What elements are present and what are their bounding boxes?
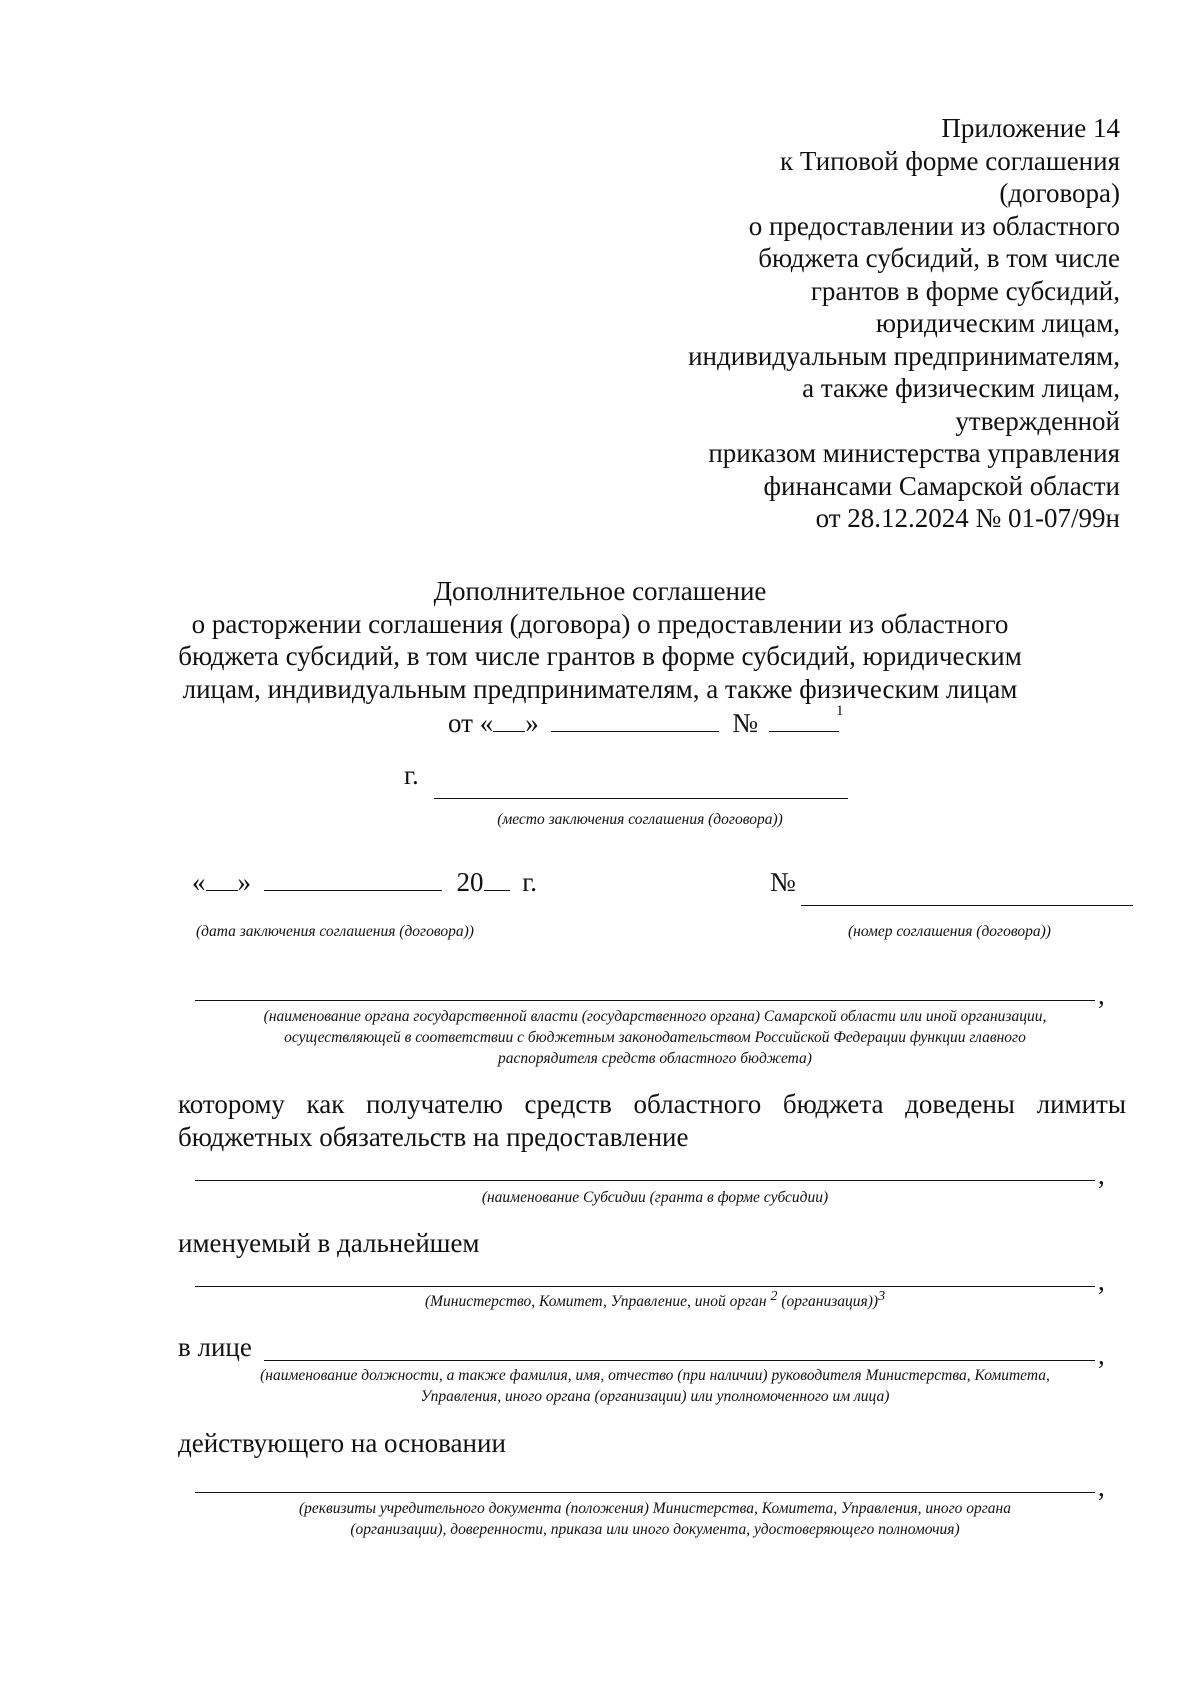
appendix-header — [600, 112, 1120, 535]
date-month-blank — [264, 870, 442, 891]
date-caption: (дата заключения соглашения (договора)) — [196, 923, 474, 940]
basis-caption-line: (реквизиты учредительного документа (положения) Министерства, Комитета, Управления, иного органа — [298, 1500, 1012, 1517]
date-day-blank — [206, 870, 238, 891]
date-year-suffix: г. — [522, 867, 538, 897]
appendix-line: о предоставлении из областного — [748, 210, 1120, 241]
appendix-line: (договора) — [999, 178, 1120, 208]
number-blank-line — [801, 905, 1133, 906]
hereinafter-caption-tail: (организация)) — [777, 1293, 879, 1310]
subsidy-comma: , — [1098, 1160, 1105, 1190]
basis-caption-line: (организации), доверенности, приказа или иного документа, удостоверяющего полномочия) — [350, 1521, 960, 1538]
appendix-line: грантов в форме субсидий, — [810, 275, 1120, 306]
appendix-line: от 28.12.2024 № 01-07/99н — [815, 503, 1120, 533]
person-caption-line: Управления, иного органа (организации) или уполномоченного им лица) — [420, 1388, 890, 1405]
footnote-mark: 2 — [770, 1288, 778, 1304]
basis-comma: , — [1098, 1472, 1105, 1502]
appendix-line: индивидуальным предпринимателям, — [688, 340, 1120, 371]
appendix-line: юридическим лицам, — [875, 308, 1120, 338]
hereinafter-caption-main: (Министерство, Комитет, Управление, иной орган — [424, 1293, 771, 1310]
place-prefix: г. — [404, 760, 419, 790]
place-caption: (место заключения соглашения (договора)) — [497, 811, 783, 828]
appendix-line: бюджета субсидий, в том числе — [758, 243, 1120, 273]
subsidy-caption: (наименование Субсидии (гранта в форме субсидии) — [481, 1189, 829, 1206]
person-comma: , — [1098, 1340, 1105, 1370]
title-number-blank — [769, 711, 839, 732]
hereinafter-caption — [190, 1288, 1120, 1312]
appendix-line: Приложение 14 — [941, 113, 1120, 143]
person-caption — [180, 1365, 1130, 1407]
document-title — [150, 575, 1050, 705]
appendix-line: финансами Самарской области — [763, 470, 1120, 501]
recipient-paragraph: которому как получателю средств областного бюджета доведены лимиты бюджетных обязательств на предоставление — [178, 1089, 1126, 1152]
subsidy-blank-line — [195, 1180, 1095, 1181]
title-line: бюджета субсидий, в том числе грантов в форме субсидий, юридическим — [178, 641, 1022, 671]
title-line: лицам, индивидуальным предпринимателям, а также физическим лицам — [182, 673, 1018, 704]
date-year-prefix: 20 — [456, 867, 484, 897]
organ-caption — [190, 1006, 1120, 1069]
footnote-mark: 1 — [836, 703, 844, 719]
person-blank-line — [264, 1360, 1095, 1361]
appendix-line: к Типовой форме соглашения — [780, 145, 1120, 176]
person-caption-line: (наименование должности, а также фамилия, имя, отчество (при наличии) руководителя Министерства, Комитета, — [260, 1367, 1050, 1384]
appendix-line: приказом министерства управления — [708, 438, 1120, 468]
date-close-quote: » — [237, 867, 251, 897]
title-date-prefix: от « — [448, 708, 494, 738]
hereinafter-blank-line — [195, 1286, 1095, 1287]
title-month-blank — [551, 711, 719, 732]
basis-blank-line — [195, 1492, 1095, 1493]
number-caption: (номер соглашения (договора)) — [848, 923, 1051, 940]
organ-caption-line: осуществляющей в соответствии с бюджетным законодательством Российской Федерации функции главного — [284, 1029, 1026, 1046]
date-line — [192, 867, 537, 898]
hereinafter-comma: , — [1098, 1266, 1105, 1296]
basis-label: действующего на основании — [178, 1428, 506, 1458]
organ-caption-line: (наименование органа государственной власти (государственного органа) Самарской области или иной организации, — [263, 1008, 1047, 1025]
title-line: Дополнительное соглашение — [433, 576, 767, 606]
title-day-blank — [493, 711, 525, 732]
appendix-line: а также физическим лицам, — [802, 373, 1120, 403]
title-number-sign: № — [732, 708, 758, 738]
appendix-line: утвержденной — [955, 405, 1120, 436]
title-line: о расторжении соглашения (договора) о предоставлении из областного — [191, 608, 1009, 639]
organ-comma: , — [1098, 980, 1105, 1010]
title-date-close: » — [525, 708, 539, 738]
footnote-mark: 3 — [878, 1288, 886, 1304]
title-date-line — [448, 708, 839, 739]
person-label: в лице — [178, 1332, 252, 1362]
place-blank-line — [434, 798, 848, 799]
date-open-quote: « — [192, 867, 206, 897]
date-year-blank — [484, 870, 510, 891]
organ-blank-line — [195, 1000, 1095, 1001]
organ-caption-line: распорядителя средств областного бюджета) — [498, 1050, 812, 1067]
basis-caption — [190, 1498, 1120, 1540]
hereinafter-label: именуемый в дальнейшем — [178, 1228, 480, 1258]
number-sign: № — [770, 867, 796, 897]
